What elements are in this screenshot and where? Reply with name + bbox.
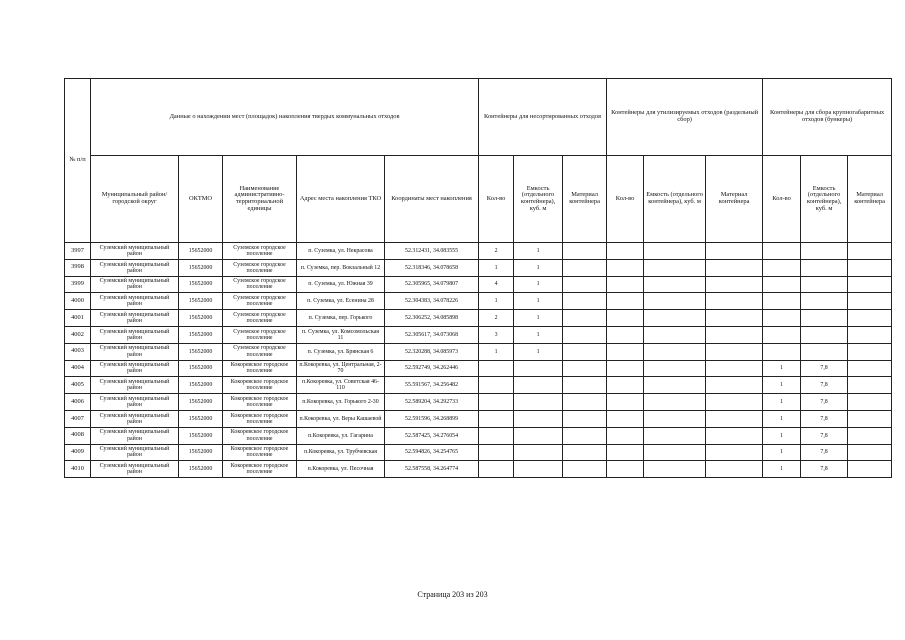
coordinates-cell: 55.591567, 34.256482 [385,377,479,394]
coordinates-cell: 52.318346, 34.078658 [385,259,479,276]
recyclable-capacity-cell [644,343,706,360]
bulky-qty-cell: 1 [763,461,801,478]
bulky-capacity-cell [801,243,848,260]
district-cell: Суземский муниципальный район [91,377,179,394]
bulky-qty-cell [763,276,801,293]
unsorted-capacity-cell: 1 [514,259,563,276]
admin-unit-cell: Суземское городское поселение [223,243,297,260]
recyclable-capacity-cell [644,293,706,310]
table-row [65,444,892,461]
unsorted-capacity-cell: 1 [514,293,563,310]
unsorted-qty-cell: 2 [479,243,514,260]
admin-unit-cell: Суземское городское поселение [223,276,297,293]
district-cell: Суземский муниципальный район [91,326,179,343]
district-cell: Суземский муниципальный район [91,394,179,411]
recyclable-capacity-cell [644,427,706,444]
recyclable-material-cell [706,293,763,310]
unsorted-capacity-cell [514,461,563,478]
unsorted-capacity-cell [514,360,563,377]
oktmo-cell: 15652000 [179,326,223,343]
bulky-capacity-cell: 7,8 [801,410,848,427]
admin-unit-cell: Суземское городское поселение [223,310,297,327]
unsorted-material-cell [563,410,607,427]
bulky-material-cell [848,410,892,427]
address-cell: п.Кокоревка, ул. Советская 46-110 [297,377,385,394]
district-cell: Суземский муниципальный район [91,410,179,427]
row-number-cell: 4005 [65,377,91,394]
district-cell: Суземский муниципальный район [91,276,179,293]
bulky-capacity-cell: 7,8 [801,377,848,394]
header-location-group: Данные о нахождении мест (площадок) накопления твердых коммунальных отходов [91,79,479,156]
address-cell: п. Суземка, ул. Южная 39 [297,276,385,293]
bulky-capacity-cell: 7,8 [801,360,848,377]
bulky-qty-cell: 1 [763,394,801,411]
unsorted-material-cell [563,461,607,478]
district-cell: Суземский муниципальный район [91,427,179,444]
coordinates-cell: 52.304383, 34.078226 [385,293,479,310]
row-number-cell: 4000 [65,293,91,310]
recyclable-material-cell [706,276,763,293]
unsorted-capacity-cell: 1 [514,343,563,360]
coordinates-cell: 52.305965, 34.079807 [385,276,479,293]
bulky-capacity-cell [801,310,848,327]
address-cell: п.Кокоревка, ул. Центральная, 2-70 [297,360,385,377]
table-row [65,276,892,293]
col-unsorted-material: Материал контейнера [563,156,607,243]
unsorted-material-cell [563,310,607,327]
bulky-capacity-cell [801,293,848,310]
bulky-capacity-cell: 7,8 [801,427,848,444]
bulky-capacity-cell [801,343,848,360]
unsorted-capacity-cell: 1 [514,326,563,343]
table-row [65,293,892,310]
table-row [65,243,892,260]
coordinates-cell: 52.587425, 34.276054 [385,427,479,444]
address-cell: п.Кокоревка, ул. Трубчевская [297,444,385,461]
unsorted-qty-cell [479,360,514,377]
unsorted-material-cell [563,360,607,377]
coordinates-cell: 52.594826, 34.254765 [385,444,479,461]
coordinates-cell: 52.305617, 34.073068 [385,326,479,343]
row-number-cell: 4003 [65,343,91,360]
register-table [64,78,892,478]
recyclable-material-cell [706,394,763,411]
coordinates-cell: 52.587558, 34.264774 [385,461,479,478]
col-bulky-capacity: Емкость (отдельного контейнера), куб. м [801,156,848,243]
bulky-material-cell [848,377,892,394]
unsorted-qty-cell: 1 [479,293,514,310]
address-cell: п.Кокоревка, ул. Веры Кашаевой [297,410,385,427]
admin-unit-cell: Кокоревское городское поселение [223,377,297,394]
recyclable-capacity-cell [644,377,706,394]
unsorted-capacity-cell [514,377,563,394]
bulky-capacity-cell: 7,8 [801,444,848,461]
row-number-cell: 4008 [65,427,91,444]
address-cell: п. Суземка, ул. Комсомольская 11 [297,326,385,343]
recyclable-material-cell [706,360,763,377]
recyclable-material-cell [706,377,763,394]
address-cell: п. Суземка, ул. Брянская 6 [297,343,385,360]
oktmo-cell: 15652000 [179,377,223,394]
admin-unit-cell: Кокоревское городское поселение [223,410,297,427]
bulky-capacity-cell [801,276,848,293]
unsorted-material-cell [563,243,607,260]
unsorted-material-cell [563,444,607,461]
recyclable-material-cell [706,461,763,478]
unsorted-material-cell [563,276,607,293]
bulky-qty-cell: 1 [763,410,801,427]
unsorted-capacity-cell [514,427,563,444]
district-cell: Суземский муниципальный район [91,343,179,360]
bulky-material-cell [848,427,892,444]
bulky-material-cell [848,326,892,343]
header-unsorted-group: Контейнеры для несортированных отходов [479,79,607,156]
address-cell: п.Кокоревка, ул. Гагарина [297,427,385,444]
recyclable-capacity-cell [644,461,706,478]
unsorted-qty-cell [479,444,514,461]
district-cell: Суземский муниципальный район [91,310,179,327]
col-unsorted-capacity: Емкость (отдельного контейнера), куб. м [514,156,563,243]
recyclable-material-cell [706,444,763,461]
unsorted-material-cell [563,343,607,360]
oktmo-cell: 15652000 [179,394,223,411]
unsorted-qty-cell [479,461,514,478]
oktmo-cell: 15652000 [179,461,223,478]
unsorted-qty-cell: 4 [479,276,514,293]
recyclable-qty-cell [607,310,644,327]
bulky-material-cell [848,243,892,260]
recyclable-capacity-cell [644,360,706,377]
header-bulky-group: Контейнеры для сбора крупногабаритных отходов (бункеры) [763,79,892,156]
recyclable-qty-cell [607,326,644,343]
bulky-capacity-cell [801,326,848,343]
address-cell: п.Кокоревка, ул. Горького 2-30 [297,394,385,411]
bulky-qty-cell: 1 [763,377,801,394]
oktmo-cell: 15652000 [179,343,223,360]
table-row [65,394,892,411]
recyclable-qty-cell [607,377,644,394]
admin-unit-cell: Кокоревское городское поселение [223,360,297,377]
table-row [65,461,892,478]
unsorted-material-cell [563,259,607,276]
recyclable-material-cell [706,326,763,343]
oktmo-cell: 15652000 [179,410,223,427]
table-row [65,310,892,327]
bulky-material-cell [848,394,892,411]
table-row [65,343,892,360]
recyclable-qty-cell [607,259,644,276]
unsorted-qty-cell: 2 [479,310,514,327]
coordinates-cell: 52.306252, 34.085898 [385,310,479,327]
unsorted-capacity-cell: 1 [514,276,563,293]
admin-unit-cell: Суземское городское поселение [223,293,297,310]
recyclable-qty-cell [607,427,644,444]
admin-unit-cell: Суземское городское поселение [223,343,297,360]
bulky-qty-cell [763,326,801,343]
oktmo-cell: 15652000 [179,259,223,276]
oktmo-cell: 15652000 [179,276,223,293]
recyclable-capacity-cell [644,410,706,427]
row-number-cell: 4002 [65,326,91,343]
unsorted-qty-cell: 1 [479,259,514,276]
unsorted-material-cell [563,427,607,444]
unsorted-material-cell [563,326,607,343]
recyclable-capacity-cell [644,444,706,461]
col-recyclable-material: Материал контейнера [706,156,763,243]
recyclable-material-cell [706,410,763,427]
coordinates-cell: 52.589204, 34.292733 [385,394,479,411]
recyclable-material-cell [706,427,763,444]
col-address: Адрес места накопления ТКО [297,156,385,243]
row-number-cell: 4004 [65,360,91,377]
bulky-qty-cell [763,293,801,310]
unsorted-capacity-cell [514,410,563,427]
col-unsorted-qty: Кол-во [479,156,514,243]
col-recyclable-qty: Кол-во [607,156,644,243]
row-number-cell: 4007 [65,410,91,427]
recyclable-qty-cell [607,394,644,411]
unsorted-qty-cell [479,394,514,411]
address-cell: п. Суземка, ул. Есенина 28 [297,293,385,310]
recyclable-capacity-cell [644,259,706,276]
address-cell: п. Суземка, пер. Вокзальный 12 [297,259,385,276]
admin-unit-cell: Суземское городское поселение [223,326,297,343]
unsorted-qty-cell [479,427,514,444]
header-row-number: № п/п [65,79,91,243]
admin-unit-cell: Кокоревское городское поселение [223,444,297,461]
recyclable-material-cell [706,243,763,260]
district-cell: Суземский муниципальный район [91,461,179,478]
address-cell: п. Суземка, ул. Некрасова [297,243,385,260]
coordinates-cell: 52.591596, 34.268899 [385,410,479,427]
recyclable-material-cell [706,343,763,360]
address-cell: п. Суземка, пер. Горького [297,310,385,327]
recyclable-material-cell [706,310,763,327]
col-recyclable-capacity: Емкость (отдельного контейнера), куб. м [644,156,706,243]
oktmo-cell: 15652000 [179,310,223,327]
unsorted-capacity-cell [514,394,563,411]
admin-unit-cell: Суземское городское поселение [223,259,297,276]
unsorted-qty-cell [479,377,514,394]
header-recyclable-group: Контейнеры для утилизируемых отходов (раздельный сбор) [607,79,763,156]
recyclable-capacity-cell [644,394,706,411]
table-row [65,410,892,427]
district-cell: Суземский муниципальный район [91,293,179,310]
unsorted-qty-cell [479,410,514,427]
admin-unit-cell: Кокоревское городское поселение [223,427,297,444]
bulky-material-cell [848,360,892,377]
district-cell: Суземский муниципальный район [91,360,179,377]
bulky-capacity-cell: 7,8 [801,394,848,411]
table-row [65,377,892,394]
bulky-qty-cell [763,243,801,260]
coordinates-cell: 52.592749, 34.262446 [385,360,479,377]
district-cell: Суземский муниципальный район [91,259,179,276]
oktmo-cell: 15652000 [179,427,223,444]
unsorted-material-cell [563,377,607,394]
recyclable-qty-cell [607,444,644,461]
bulky-qty-cell: 1 [763,444,801,461]
bulky-qty-cell: 1 [763,360,801,377]
col-district: Муниципальный район/городской округ [91,156,179,243]
recyclable-capacity-cell [644,310,706,327]
coordinates-cell: 52.312431, 34.083555 [385,243,479,260]
table-row [65,360,892,377]
row-number-cell: 3999 [65,276,91,293]
unsorted-qty-cell: 1 [479,343,514,360]
bulky-capacity-cell [801,259,848,276]
oktmo-cell: 15652000 [179,243,223,260]
unsorted-capacity-cell: 1 [514,243,563,260]
bulky-material-cell [848,444,892,461]
coordinates-cell: 52.320288, 34.085973 [385,343,479,360]
header-column-row [65,156,892,243]
recyclable-qty-cell [607,410,644,427]
recyclable-qty-cell [607,243,644,260]
col-bulky-material: Материал контейнера [848,156,892,243]
recyclable-qty-cell [607,461,644,478]
bulky-material-cell [848,293,892,310]
district-cell: Суземский муниципальный район [91,444,179,461]
bulky-material-cell [848,343,892,360]
table-row [65,259,892,276]
page-footer: Страница 203 из 203 [417,590,488,599]
unsorted-material-cell [563,394,607,411]
table-row [65,427,892,444]
recyclable-capacity-cell [644,243,706,260]
unsorted-qty-cell: 3 [479,326,514,343]
col-bulky-qty: Кол-во [763,156,801,243]
row-number-cell: 3997 [65,243,91,260]
bulky-material-cell [848,310,892,327]
row-number-cell: 4009 [65,444,91,461]
oktmo-cell: 15652000 [179,444,223,461]
bulky-material-cell [848,276,892,293]
bulky-qty-cell [763,259,801,276]
header-group-row [65,79,892,156]
col-oktmo: ОКТМО [179,156,223,243]
admin-unit-cell: Кокоревское городское поселение [223,394,297,411]
unsorted-material-cell [563,293,607,310]
table-body [65,243,892,478]
recyclable-capacity-cell [644,326,706,343]
bulky-material-cell [848,259,892,276]
recyclable-capacity-cell [644,276,706,293]
bulky-qty-cell [763,343,801,360]
recyclable-material-cell [706,259,763,276]
bulky-material-cell [848,461,892,478]
admin-unit-cell: Кокоревское городское поселение [223,461,297,478]
recyclable-qty-cell [607,276,644,293]
col-coordinates: Координаты мест накопления [385,156,479,243]
bulky-capacity-cell: 7,8 [801,461,848,478]
address-cell: п.Кокоревка, ул. Песочная [297,461,385,478]
row-number-cell: 3998 [65,259,91,276]
unsorted-capacity-cell: 1 [514,310,563,327]
recyclable-qty-cell [607,293,644,310]
recyclable-qty-cell [607,360,644,377]
bulky-qty-cell [763,310,801,327]
row-number-cell: 4001 [65,310,91,327]
col-admin-unit: Наименование административно-территориальной единицы [223,156,297,243]
row-number-cell: 4010 [65,461,91,478]
district-cell: Суземский муниципальный район [91,243,179,260]
recyclable-qty-cell [607,343,644,360]
table-row [65,326,892,343]
bulky-qty-cell: 1 [763,427,801,444]
unsorted-capacity-cell [514,444,563,461]
row-number-cell: 4006 [65,394,91,411]
oktmo-cell: 15652000 [179,360,223,377]
oktmo-cell: 15652000 [179,293,223,310]
